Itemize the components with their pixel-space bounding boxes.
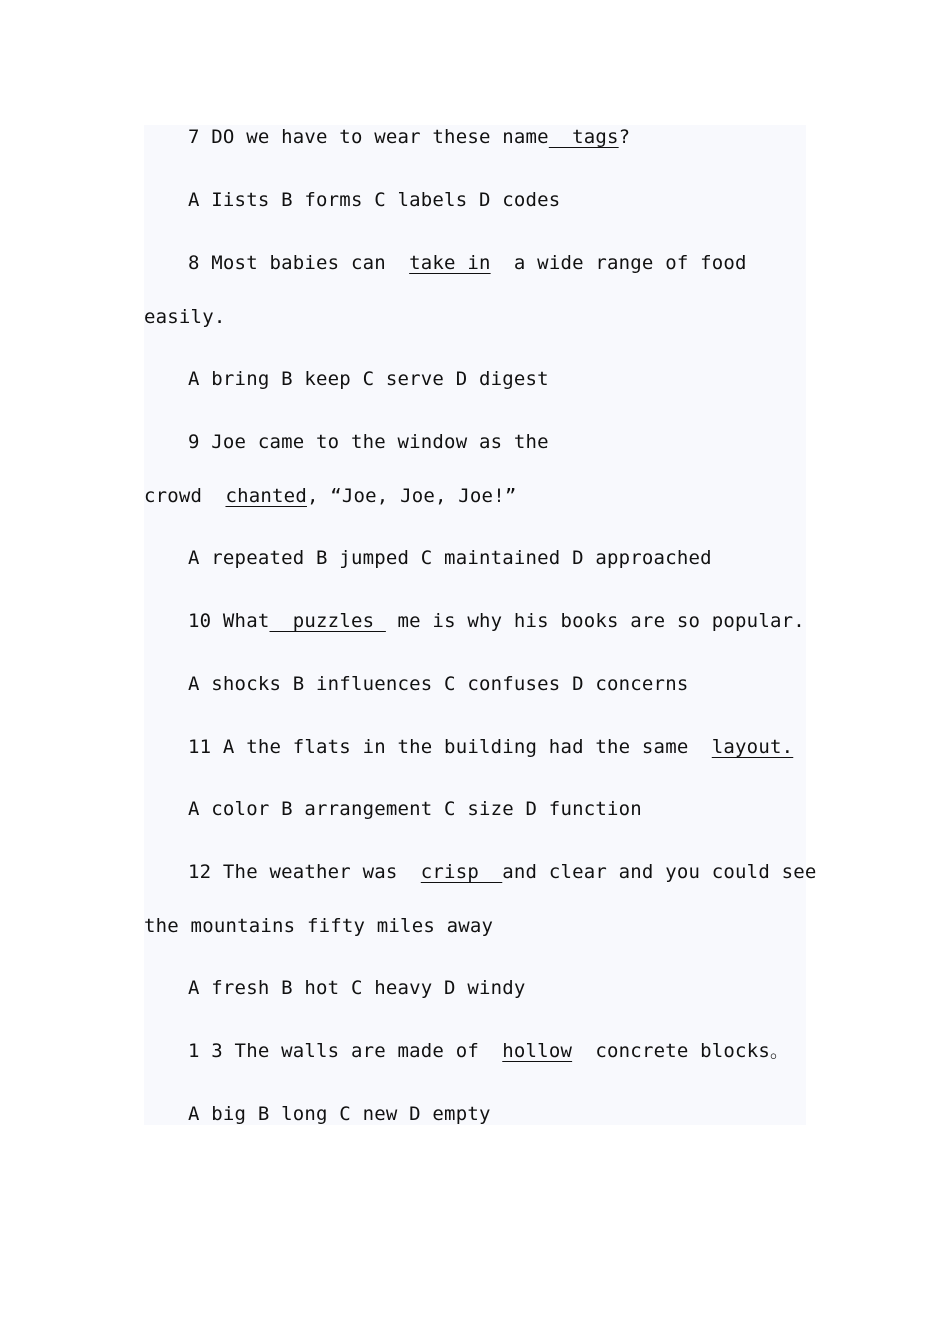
options-11: A color B arrangement C size D function xyxy=(188,798,642,820)
options-13: A big B long C new D empty xyxy=(188,1103,491,1125)
underlined-word: puzzles xyxy=(269,610,386,632)
question-text: 8 Most babies can xyxy=(188,252,410,274)
question-text: 9 Joe came to the window as the xyxy=(188,431,549,453)
underlined-word: tags xyxy=(548,126,619,148)
question-7 xyxy=(188,125,630,149)
question-13 xyxy=(188,1039,789,1063)
options-8: A bring B keep C serve D digest xyxy=(188,368,549,390)
question-text: a wide range of food xyxy=(490,252,747,274)
options-7: A Iists B forms C labels D codes xyxy=(188,189,561,211)
options-10: A shocks B influences C confuses D concerns xyxy=(188,673,689,695)
question-8-continuation: easily. xyxy=(144,306,226,328)
question-text: me is why his books are so popular. xyxy=(385,610,805,632)
question-text: ? xyxy=(618,126,631,148)
question-text: and clear and you could see xyxy=(502,861,817,883)
question-9-continuation xyxy=(144,484,516,508)
question-text: 1 3 The walls are made of xyxy=(188,1040,503,1062)
question-12 xyxy=(188,860,817,884)
question-10 xyxy=(188,609,805,633)
question-11 xyxy=(188,735,793,759)
options-9: A repeated B jumped C maintained D approached xyxy=(188,547,712,569)
underlined-word: take in xyxy=(409,252,491,274)
question-8 xyxy=(188,251,747,275)
question-12-continuation: the mountains fifty miles away xyxy=(144,915,494,937)
question-text: crowd xyxy=(144,485,226,507)
question-9 xyxy=(188,430,549,454)
question-text: 10 What xyxy=(188,610,270,632)
question-text: 11 A the flats in the building had the same xyxy=(188,736,712,758)
question-text: , “Joe, Joe, Joe!” xyxy=(306,485,517,507)
underlined-word: hollow xyxy=(502,1040,573,1062)
question-text: 7 DO we have to wear these name xyxy=(188,126,549,148)
question-text: concrete blocks。 xyxy=(572,1040,790,1062)
underlined-word: crisp xyxy=(420,861,503,883)
question-text: 12 The weather was xyxy=(188,861,421,883)
options-12: A fresh B hot C heavy D windy xyxy=(188,977,526,999)
underlined-word: layout. xyxy=(711,736,794,758)
underlined-word: chanted xyxy=(225,485,307,507)
